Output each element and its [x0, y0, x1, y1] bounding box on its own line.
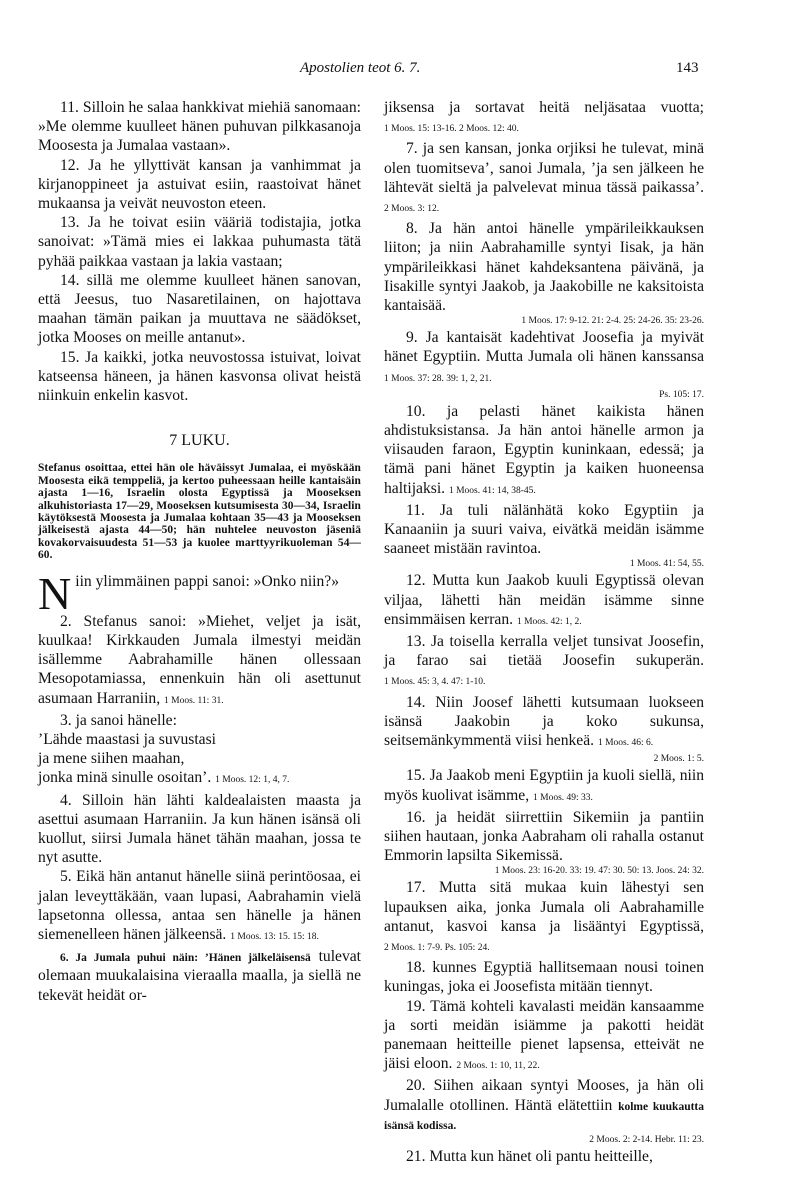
verse-7-5 [38, 867, 361, 947]
verse-7-6-small: 6. Ja Jumala puhui näin: ’Hänen jälkeläisensä [60, 952, 311, 965]
cross-reference: 1 Moos. 15: 13-16. 2 Moos. 12: 40. [384, 124, 519, 135]
verse-7-20-small: kolme kuukautta isänsä kodissa. [384, 1100, 704, 1132]
cross-reference: 1 Moos. 13: 15. 15: 18. [230, 931, 319, 942]
cross-reference: 1 Moos. 42: 1, 2. [516, 616, 582, 627]
page-header [0, 60, 792, 84]
verse-6-12: 12. Ja he yllyttivät kansan ja vanhimmat ja kirjanoppineet ja astuivat esiin, raastoivat hänet mukaansa ja veivät neuvoston eteen. [38, 156, 361, 213]
verse-7-7-text: 7. ja sen kansan, jonka orjiksi he tulevat, minä olen tuomitseva’, sanoi Jumala, ’ja sen jälkeen he lähtevät sieltä ja palvelevat minua tässä paikassa’. [384, 140, 704, 196]
verse-7-18: 18. kunnes Egyptiä hallitsemaan nousi toinen kuningas, joka ei Joosefista mitään tiennyt. [384, 959, 704, 996]
verse-7-11: 11. Ja tuli nälänhätä koko Egyptiin ja Kanaaniin ja suuri vaiva, eivätkä meidän isämme saaneet mistään ravintoa. [384, 501, 704, 558]
cross-reference: 1 Moos. 23: 16-20. 33: 19. 47: 30. 50: 13. Joos. 24: 32. [494, 866, 704, 877]
chapter-heading: 7 LUKU. [169, 432, 230, 450]
verse-7-8: 8. Ja hän antoi hänelle ympärileikkauksen liiton; ja niin Aabrahamille syntyi Iisak, ja hän ympärileikkasi hänet kahdeksantena päivänä, ja Iisakille syntyi Jaakob, ja Jaakobille ne kaksitoista kantaisää. [384, 220, 704, 315]
cross-reference: 1 Moos. 12: 1, 4, 7. [215, 775, 290, 786]
cross-reference: 1 Moos. 49: 33. [533, 792, 593, 803]
verse-7-15-text: 15. Ja Jaakob meni Egyptiin ja kuoli siellä, niin myös kuolivat isämme, [384, 767, 704, 804]
verse-7-14 [384, 693, 704, 754]
cross-reference: 1 Moos. 46: 6. [597, 738, 654, 749]
verse-7-19 [384, 997, 704, 1077]
cross-reference: 2 Moos. 1: 7-9. Ps. 105: 24. [384, 942, 490, 953]
verse-7-6 [38, 947, 361, 1005]
verse-7-3: 3. ja sanoi hänelle: [60, 711, 177, 729]
verse-7-4: 4. Silloin hän lähti kaldealaisten maasta ja asettui asumaan Harraniin. Ja kun hänen isänsä oli kuollut, siirsi Jumala hänet tähän maahan, jossa te nyt asutte. [38, 791, 361, 867]
verse-7-2-text: 2. Stefanus sanoi: »Miehet, veljet ja isät, kuulkaa! Kirkkauden Jumala ilmestyi meidän isällemme Aabrahamille hänen ollessaan Mesopotamiassa, ennenkuin hän oli asettunut asumaan Harraniin, [38, 612, 361, 707]
verse-7-20 [384, 1076, 704, 1134]
verse-7-6-cont [384, 98, 704, 139]
page-number: 143 [676, 60, 699, 76]
left-column [38, 98, 361, 1005]
verse-7-16: 16. ja heidät siirrettiin Sikemiin ja pantiin siihen hautaan, jonka Aabraham oli rahalla ostanut Emmorin lapsilta Sikemissä. [384, 808, 704, 865]
verse-7-14-text: 14. Niin Joosef lähetti kutsumaan luokseen isänsä Jaakobin ja koko sukunsa, seitsemänkymmentä viisi henkeä. [384, 693, 704, 750]
cross-reference: 1 Moos. 41: 54, 55. [629, 559, 704, 570]
quote-line-3 [38, 768, 361, 790]
cross-reference: Ps. 105: 17. [659, 389, 704, 400]
verse-7-12-text: 12. Mutta kun Jaakob kuuli Egyptissä olevan viljaa, lähetti hän meidän isämme sinne ensimmäisen kerran. [384, 572, 704, 628]
verse-7-9-text: 9. Ja kantaisät kadehtivat Joosefia ja myivät hänet Egyptiin. Mutta Jumala oli hänen kanssansa [384, 329, 704, 366]
verse-7-17-text: 17. Mutta sitä mukaa kuin lähestyi sen lupauksen aika, jonka Jumala oli Aabrahamille antanut, kasvoi kansa ja lisääntyi Egyptissä, [384, 879, 704, 935]
verse-7-9 [384, 328, 704, 389]
verse-7-13 [384, 632, 704, 693]
cross-reference: 1 Moos. 37: 28. 39: 1, 2, 21. [384, 373, 492, 384]
verse-7-6-text: tulevat olemaan muukalaisina vieraalla maalla, ja siellä ne tekevät heidät or- [38, 948, 361, 1004]
right-column [384, 98, 704, 1166]
verse-7-5-text: 5. Eikä hän antanut hänelle siinä perintöosaa, ei jalan leveyttäkään, vaan lupasi, Aabrahamin vielä lapsetonna ollessa, antaa sen hänelle ja hänen siemenelleen hänen jälkeensä. [38, 868, 361, 943]
cross-reference: 2 Moos. 2: 2-14. Hebr. 11: 23. [589, 1134, 704, 1145]
cross-reference: 1 Moos. 41: 14, 38-45. [448, 485, 536, 496]
verse-7-19-text: 19. Tämä kohteli kavalasti meidän kansaamme ja sorti meidän isiämme ja pakotti heidät panemaan heitteille pienet lapsensa, etteivät ne jäisi eloon. [384, 997, 704, 1073]
drop-cap: N [38, 567, 72, 619]
quote-line-2: ja mene siihen maahan, [38, 750, 185, 768]
quote-line-1: ’Lähde maastasi ja suvustasi [38, 730, 216, 748]
verse-7-20-text: 20. Siihen aikaan syntyi Mooses, ja hän oli Jumalalle otollinen. Häntä elätettiin [384, 1077, 704, 1114]
cross-reference: 1 Moos. 45: 3, 4. 47: 1-10. [384, 677, 486, 688]
verse-7-1-text: iin ylimmäinen pappi sanoi: »Onko niin?» [75, 572, 339, 590]
cross-reference: 1 Moos. 11: 31. [164, 695, 224, 706]
verse-7-12 [384, 571, 704, 632]
verse-7-2 [38, 612, 361, 711]
verse-6-11: 11. Silloin he salaa hankkivat miehiä sanomaan: »Me olemme kuulleet hänen puhuvan pilkkasanoja Moosesta ja Jumalaa vastaan». [38, 99, 361, 155]
verse-7-21: 21. Mutta kun hänet oli pantu heitteille, [406, 1147, 653, 1165]
verse-7-7 [384, 139, 704, 219]
verse-6-13: 13. Ja he toivat esiin vääriä todistajia, jotka sanoivat: »Tämä mies ei lakkaa puhumasta tätä pyhää paikkaa vastaan ja lakia vastaan; [38, 214, 361, 270]
verse-7-10 [384, 402, 704, 501]
cross-reference: 2 Moos. 1: 10, 11, 22. [456, 1061, 540, 1072]
verse-6-14: 14. sillä me olemme kuulleet hänen sanovan, että Jeesus, tuo Nasaretilainen, on hajottava maahan tämän paikan ja muuttava ne säädökset, jotka Mooses on meille antanut». [38, 271, 361, 347]
verse-6-15: 15. Ja kaikki, jotka neuvostossa istuivat, loivat katseensa häneen, ja hänen kasvonsa olivat heistä niinkuin enkelin kasvot. [38, 348, 361, 405]
verse-7-1 [38, 567, 361, 619]
verse-7-13-text: 13. Ja toisella kerralla veljet tunsivat Joosefin, ja farao sai tietää Joosefin sukuperän. [384, 633, 704, 670]
verse-7-17 [384, 878, 704, 958]
cross-reference: 1 Moos. 17: 9-12. 21: 2-4. 25: 24-26. 35: 23-26. [521, 316, 704, 327]
quote-line-3-text: jonka minä sinulle osoitan’. [38, 769, 212, 787]
verse-7-15 [384, 766, 704, 807]
running-title: Apostolien teot 6. 7. [300, 60, 421, 76]
verse-7-10-text: 10. ja pelasti hänet kaikista hänen ahdistuksistansa. Ja hän antoi hänelle armon ja viisauden faraon, Egyptin kuninkaan, edessä; ja tämä pani hänet Egyptin ja kaiken huoneensa haltijaksi. [384, 402, 704, 497]
chapter-summary: Stefanus osoittaa, ettei hän ole häväissyt Jumalaa, ei myöskään Moosesta eikä temppeliä, ja kertoo puheessaan heille kantaisäin ajasta 1—16, Israelin olosta Egyptissä ja Mooseksen alkuhistoriasta 17—29, Mooseksen kutsumisesta 30—34, Israelin käytöksestä Moosesta ja Jumalaa kohtaan 35—43 ja Mooseksen jälkeisestä ajasta 44—50; hän nuhtelee neuvoston jäseniä kovakorvaisuudesta 51—53 ja kuolee marttyyrikuoleman 54—60. [38, 462, 361, 562]
cross-reference: 2 Moos. 1: 5. [653, 754, 704, 765]
verse-7-6-cont-text: jiksensa ja sortavat heitä neljäsataa vuotta; [384, 99, 704, 116]
cross-reference: 2 Moos. 3: 12. [384, 204, 440, 215]
